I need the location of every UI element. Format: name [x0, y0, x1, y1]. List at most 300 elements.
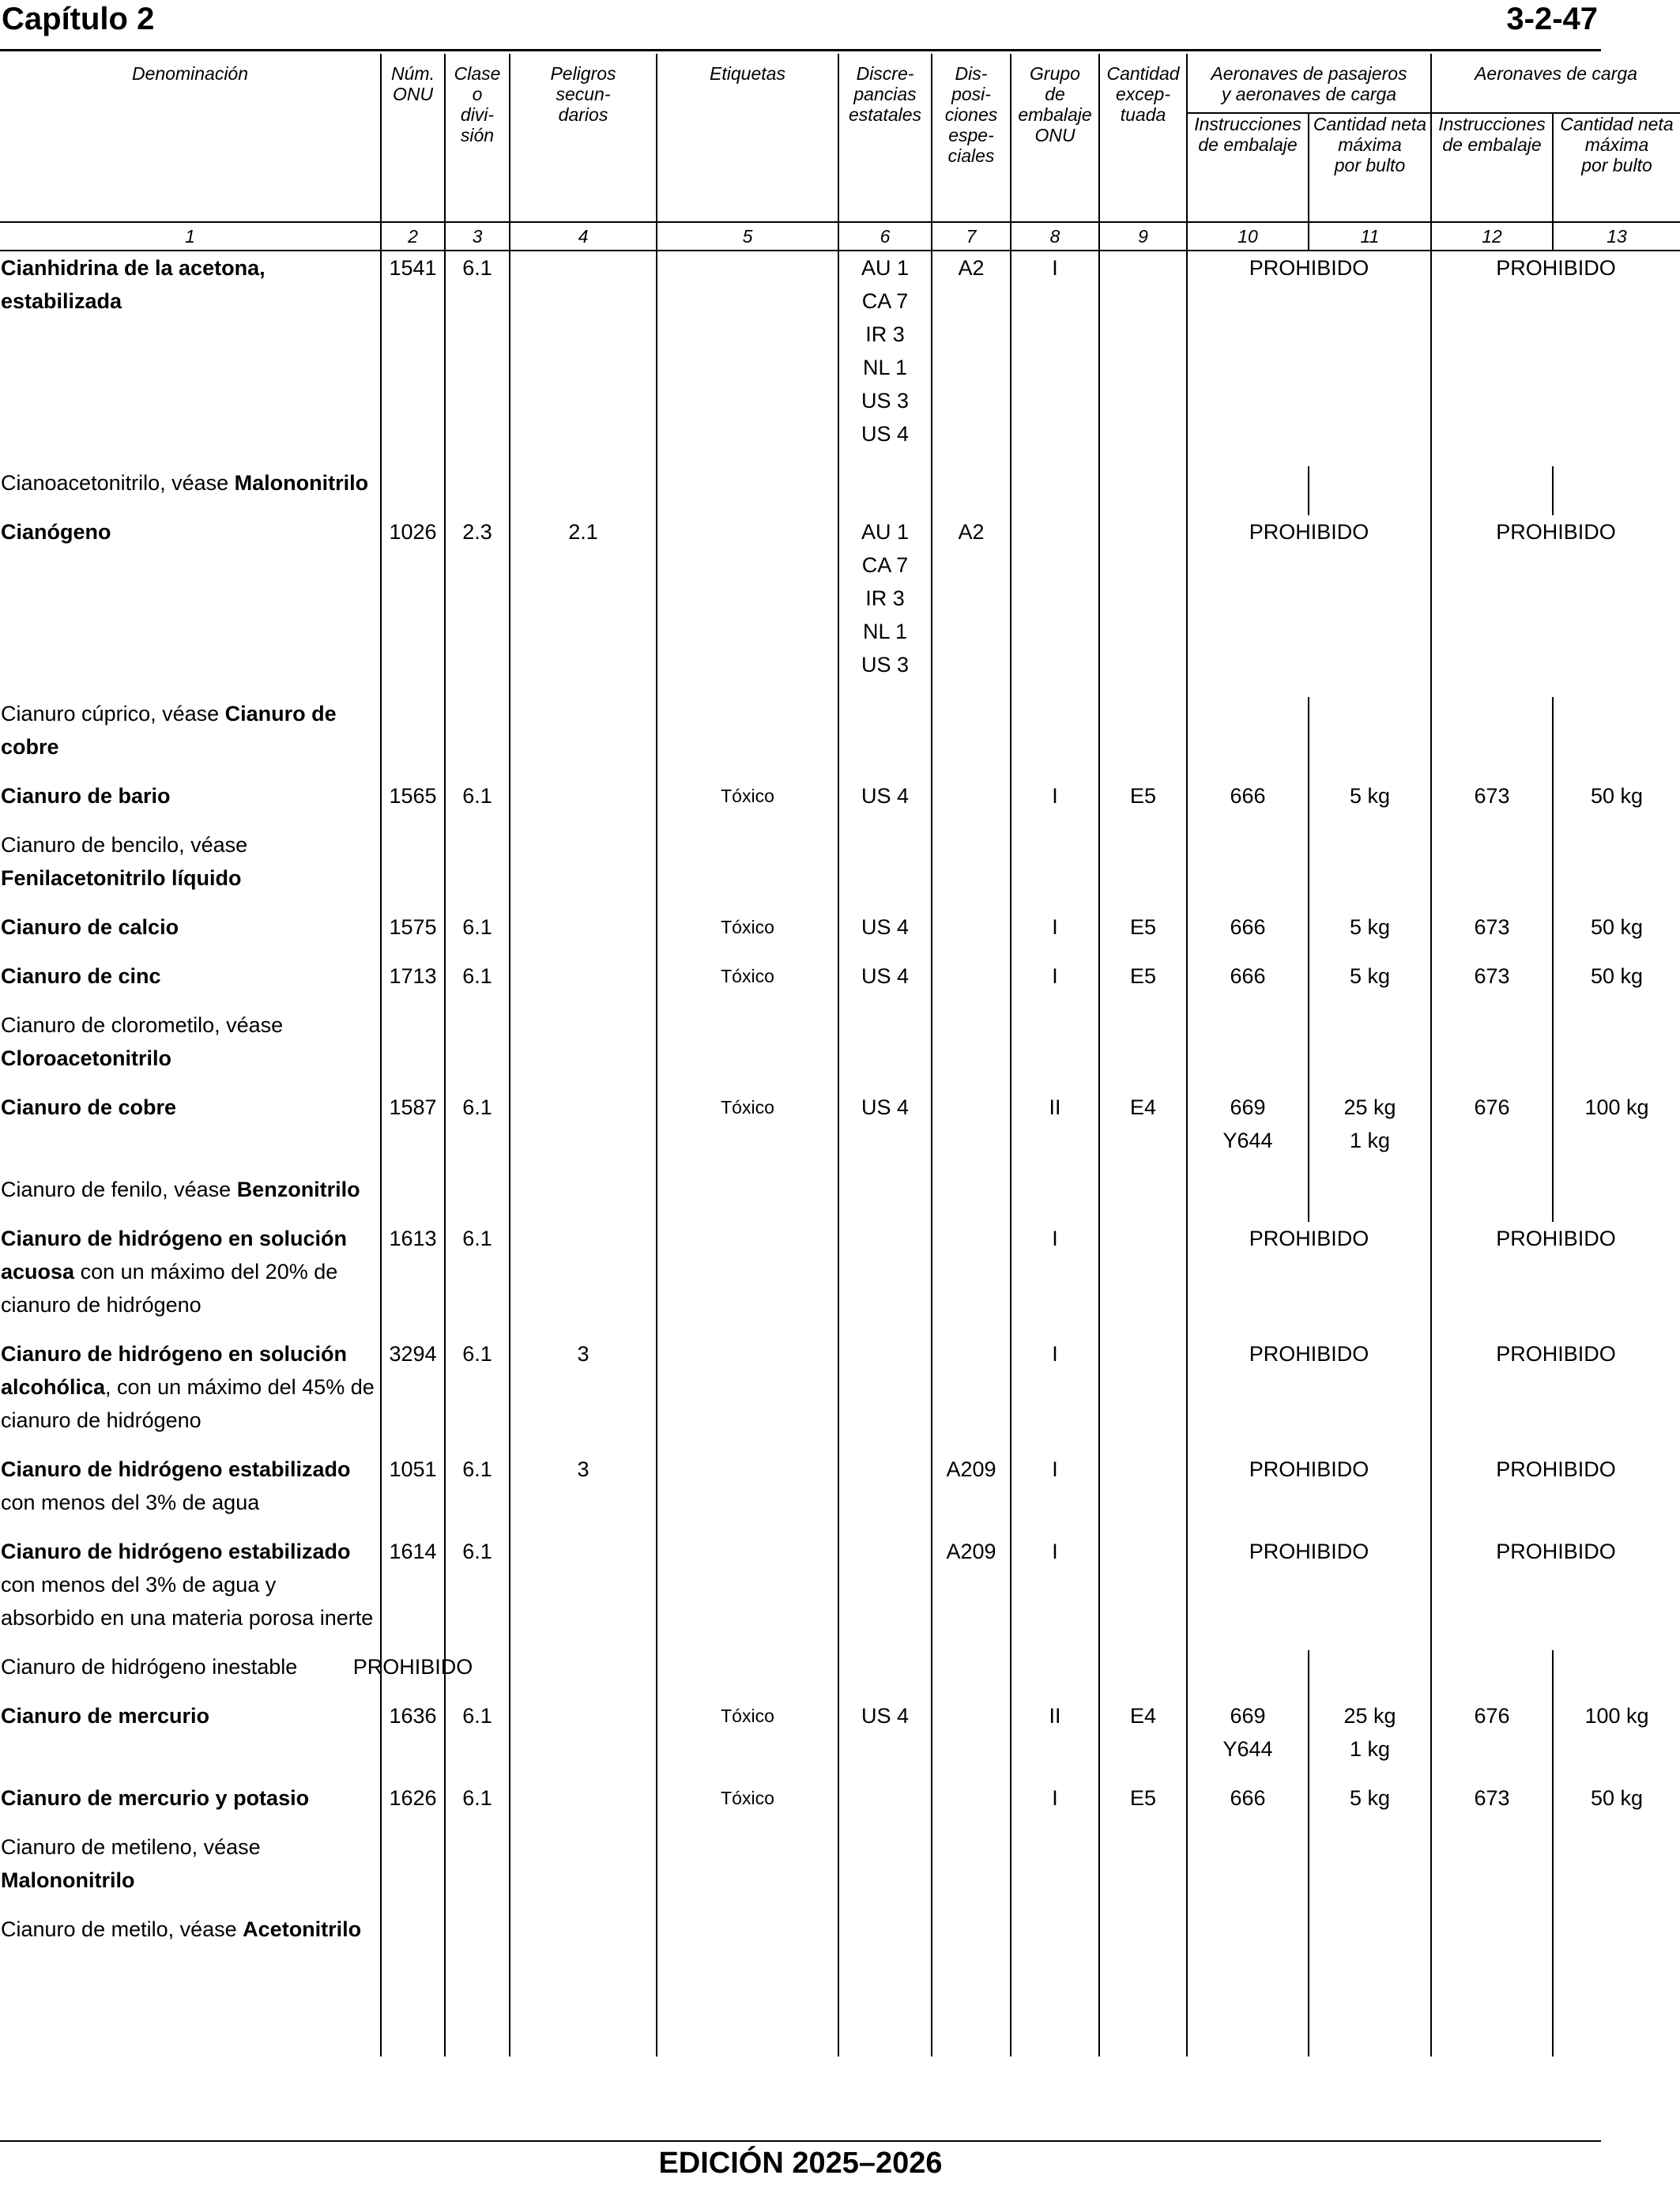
row-denomination	[0, 251, 381, 466]
special-provisions	[932, 1913, 1011, 1962]
pax-status: PROHIBIDO	[1249, 1342, 1369, 1366]
hazard-label	[657, 1453, 838, 1535]
un-number: 1614	[381, 1535, 445, 1650]
hazard-label	[657, 1337, 838, 1453]
un-number	[381, 828, 445, 910]
class-division: 6.1	[445, 1337, 510, 1453]
special-provisions	[932, 1830, 1011, 1913]
cao-status-cell	[1431, 1535, 1680, 1650]
name-bold: Malononitrilo	[234, 471, 369, 495]
pax-packing-instruction: 666	[1187, 959, 1309, 1008]
name-bold: Cianuro de calcio	[1, 915, 179, 939]
table-row	[0, 251, 1680, 466]
cao-packing-instruction	[1431, 1830, 1553, 1913]
pax-packing-instruction	[1187, 1173, 1309, 1222]
row-denomination	[0, 1337, 381, 1453]
class-division: 6.1	[445, 1535, 510, 1650]
packing-group	[1011, 1173, 1099, 1222]
column-number: 2	[381, 222, 445, 251]
row-denomination	[0, 1091, 381, 1173]
subsidiary-hazard: 3	[510, 1453, 657, 1535]
table-row	[0, 1337, 1680, 1453]
col-header-3: Clase o divi- sión	[445, 54, 510, 222]
hazard-label: Tóxico	[657, 1699, 838, 1781]
name-bold: Cianuro de hidrógeno estabilizado	[1, 1540, 351, 1563]
un-number: 1636	[381, 1699, 445, 1781]
name-bold: Cloroacetonitrilo	[1, 1046, 172, 1070]
cao-packing-instruction: 673	[1431, 959, 1553, 1008]
excepted-quantity	[1099, 1535, 1187, 1650]
cao-max-net-quantity: 50 kg	[1553, 1781, 1680, 1830]
col-header-5: Etiquetas	[657, 54, 838, 222]
un-number: 3294	[381, 1337, 445, 1453]
name-text: Cianuro de hidrógeno inestable	[1, 1655, 298, 1679]
subsidiary-hazard	[510, 1913, 657, 1962]
un-number	[381, 1913, 445, 1962]
table-row	[0, 1222, 1680, 1337]
packing-group: II	[1011, 1091, 1099, 1173]
row-status: PROHIBIDO	[352, 1655, 473, 1679]
name-rest: con menos del 3% de agua	[1, 1491, 260, 1514]
un-number: 1051	[381, 1453, 445, 1535]
pax-max-net-quantity: 5 kg	[1309, 959, 1431, 1008]
state-variations: US 4	[838, 1699, 932, 1781]
pax-status: PROHIBIDO	[1249, 256, 1369, 280]
table-row	[0, 1781, 1680, 1830]
name-bold: Benzonitrilo	[236, 1178, 360, 1201]
class-division: 6.1	[445, 1091, 510, 1173]
cao-packing-instruction	[1431, 697, 1553, 779]
cao-status: PROHIBIDO	[1496, 1342, 1616, 1366]
empty-cell	[510, 1962, 657, 2056]
class-division: 6.1	[445, 1453, 510, 1535]
packing-group: I	[1011, 1337, 1099, 1453]
excepted-quantity	[1099, 1173, 1187, 1222]
state-variations: AU 1 CA 7 IR 3 NL 1 US 3	[838, 515, 932, 697]
excepted-quantity: E5	[1099, 1781, 1187, 1830]
subsidiary-hazard	[510, 779, 657, 828]
subsidiary-hazard: 3	[510, 1337, 657, 1453]
cao-status-cell	[1431, 515, 1680, 697]
dangerous-goods-table	[0, 54, 1680, 2056]
row-denomination	[0, 1173, 381, 1222]
excepted-quantity	[1099, 466, 1187, 515]
class-division	[445, 1830, 510, 1913]
state-variations: US 4	[838, 959, 932, 1008]
column-number: 3	[445, 222, 510, 251]
subsidiary-hazard	[510, 910, 657, 959]
col-header-2: Núm. ONU	[381, 54, 445, 222]
row-denomination	[0, 779, 381, 828]
hazard-label	[657, 1830, 838, 1913]
subsidiary-hazard: 2.1	[510, 515, 657, 697]
class-division	[445, 1008, 510, 1091]
pax-max-net-quantity	[1309, 1008, 1431, 1091]
name-rest: con un máximo del 20% de cianuro de hidrógeno	[1, 1260, 338, 1317]
pax-max-net-quantity: 5 kg	[1309, 779, 1431, 828]
name-bold: Cianuro de hidrógeno estabilizado	[1, 1457, 351, 1481]
col-header-1: Denominación	[131, 63, 249, 84]
name-text: Cianuro de bencilo, véase	[1, 833, 248, 857]
row-denomination	[0, 1650, 381, 1699]
excepted-quantity: E5	[1099, 779, 1187, 828]
state-variations	[838, 1830, 932, 1913]
empty-cell	[932, 1650, 1011, 1699]
state-variations	[838, 1173, 932, 1222]
row-status-cell	[352, 1650, 473, 1699]
col-header-6: Discre- pancias estatales	[838, 54, 932, 222]
special-provisions: A2	[932, 251, 1011, 466]
pax-status: PROHIBIDO	[1249, 520, 1369, 544]
un-number: 1575	[381, 910, 445, 959]
class-division: 2.3	[445, 515, 510, 697]
subsidiary-hazard	[510, 1091, 657, 1173]
hazard-label	[657, 1913, 838, 1962]
pax-max-net-quantity: 25 kg 1 kg	[1309, 1699, 1431, 1781]
class-division	[445, 466, 510, 515]
row-denomination	[0, 828, 381, 910]
subsidiary-hazard	[510, 1830, 657, 1913]
un-number	[381, 1173, 445, 1222]
name-bold: Cianuro de bario	[1, 784, 171, 808]
filler-row	[0, 1962, 1680, 2056]
empty-cell	[657, 1650, 838, 1699]
name-rest: , con un máximo del 45% de cianuro de hidrógeno	[1, 1375, 375, 1432]
class-division: 6.1	[445, 1222, 510, 1337]
column-number: 8	[1011, 222, 1099, 251]
class-division	[445, 1913, 510, 1962]
excepted-quantity	[1099, 697, 1187, 779]
pax-status-cell	[1187, 251, 1431, 466]
state-variations: US 4	[838, 1091, 932, 1173]
bottom-rule	[0, 2140, 1601, 2142]
excepted-quantity	[1099, 515, 1187, 697]
special-provisions	[932, 1008, 1011, 1091]
name-text: Cianoacetonitrilo, véase	[1, 471, 235, 495]
name-rest: con menos del 3% de agua y absorbido en una materia porosa inerte	[1, 1573, 374, 1630]
class-division: 6.1	[445, 1699, 510, 1781]
cao-packing-instruction	[1431, 828, 1553, 910]
row-denomination	[0, 1453, 381, 1535]
state-variations	[838, 1781, 932, 1830]
state-variations	[838, 1913, 932, 1962]
row-denomination	[0, 697, 381, 779]
empty-cell	[1099, 1962, 1187, 2056]
pax-status-cell	[1187, 1453, 1431, 1535]
cao-max-net-quantity	[1553, 1913, 1680, 1962]
empty-cell	[1187, 1650, 1309, 1699]
column-number: 11	[1309, 222, 1431, 251]
packing-group: I	[1011, 1535, 1099, 1650]
class-division	[445, 697, 510, 779]
row-denomination	[0, 959, 381, 1008]
column-number: 4	[510, 222, 657, 251]
state-variations	[838, 697, 932, 779]
pax-max-net-quantity: 5 kg	[1309, 1781, 1431, 1830]
row-denomination	[0, 1535, 381, 1650]
class-division	[445, 828, 510, 910]
cao-status-cell	[1431, 1222, 1680, 1337]
cao-packing-instruction: 673	[1431, 1781, 1553, 1830]
cao-max-net-quantity: 100 kg	[1553, 1091, 1680, 1173]
column-number: 12	[1431, 222, 1553, 251]
row-denomination	[0, 1781, 381, 1830]
special-provisions: A209	[932, 1453, 1011, 1535]
pax-packing-instruction	[1187, 466, 1309, 515]
column-number: 10	[1187, 222, 1309, 251]
excepted-quantity	[1099, 1337, 1187, 1453]
pax-max-net-quantity	[1309, 828, 1431, 910]
hazard-label	[657, 1173, 838, 1222]
table-row	[0, 515, 1680, 697]
pax-max-net-quantity: 5 kg	[1309, 910, 1431, 959]
empty-cell	[381, 1962, 445, 2056]
subsidiary-hazard	[510, 1008, 657, 1091]
cao-max-net-quantity	[1553, 466, 1680, 515]
special-provisions	[932, 959, 1011, 1008]
cao-max-net-quantity: 50 kg	[1553, 910, 1680, 959]
hazard-label: Tóxico	[657, 1091, 838, 1173]
empty-cell	[1011, 1650, 1099, 1699]
name-bold: Cianuro de mercurio y potasio	[1, 1786, 310, 1810]
row-denomination	[0, 1699, 381, 1781]
state-variations	[838, 466, 932, 515]
table-row	[0, 1091, 1680, 1173]
un-number: 1626	[381, 1781, 445, 1830]
subsidiary-hazard	[510, 1222, 657, 1337]
packing-group	[1011, 1913, 1099, 1962]
name-bold: Cianuro de cobre	[1, 702, 337, 759]
special-provisions	[932, 828, 1011, 910]
name-text: Cianuro de metilo, véase	[1, 1917, 243, 1941]
pax-status: PROHIBIDO	[1249, 1540, 1369, 1563]
packing-group	[1011, 1008, 1099, 1091]
class-division	[445, 1173, 510, 1222]
packing-group	[1011, 1830, 1099, 1913]
packing-group	[1011, 466, 1099, 515]
cao-max-net-quantity	[1553, 1173, 1680, 1222]
cao-packing-instruction	[1431, 1913, 1553, 1962]
name-text: Cianuro cúprico, véase	[1, 702, 225, 726]
pax-status-cell	[1187, 1222, 1431, 1337]
empty-cell	[510, 1650, 657, 1699]
cao-status-cell	[1431, 1453, 1680, 1535]
table-row	[0, 466, 1680, 515]
un-number: 1587	[381, 1091, 445, 1173]
state-variations	[838, 1535, 932, 1650]
state-variations	[838, 1337, 932, 1453]
cao-packing-instruction: 673	[1431, 910, 1553, 959]
hazard-label: Tóxico	[657, 910, 838, 959]
cao-packing-instruction: 673	[1431, 779, 1553, 828]
special-provisions	[932, 466, 1011, 515]
name-bold: Cianuro de mercurio	[1, 1704, 210, 1728]
special-provisions	[932, 1337, 1011, 1453]
name-bold: Fenilacetonitrilo líquido	[1, 866, 242, 890]
empty-cell	[445, 1962, 510, 2056]
cao-status: PROHIBIDO	[1496, 1227, 1616, 1250]
table-body	[0, 251, 1680, 2056]
column-number: 9	[1099, 222, 1187, 251]
empty-cell	[1553, 1962, 1680, 2056]
special-provisions	[932, 910, 1011, 959]
excepted-quantity: E4	[1099, 1699, 1187, 1781]
hazard-label: Tóxico	[657, 1781, 838, 1830]
cao-packing-instruction	[1431, 1173, 1553, 1222]
special-provisions: A209	[932, 1535, 1011, 1650]
name-bold: Cianuro de hidrógeno en solución acuosa	[1, 1227, 348, 1284]
cao-packing-instruction: 676	[1431, 1699, 1553, 1781]
state-variations	[838, 1222, 932, 1337]
name-bold: Cianuro de cobre	[1, 1095, 177, 1119]
excepted-quantity	[1099, 1453, 1187, 1535]
column-number: 6	[838, 222, 932, 251]
table-row	[0, 910, 1680, 959]
excepted-quantity	[1099, 1830, 1187, 1913]
subsidiary-hazard	[510, 1535, 657, 1650]
hazard-label	[657, 251, 838, 466]
table-row	[0, 828, 1680, 910]
subsidiary-hazard	[510, 697, 657, 779]
pax-packing-instruction: 669 Y644	[1187, 1091, 1309, 1173]
table-row	[0, 1913, 1680, 1962]
cao-max-net-quantity: 100 kg	[1553, 1699, 1680, 1781]
name-text: Cianuro de clorometilo, véase	[1, 1013, 284, 1037]
empty-cell	[1431, 1962, 1553, 2056]
class-division: 6.1	[445, 779, 510, 828]
packing-group: I	[1011, 779, 1099, 828]
hazard-label	[657, 1222, 838, 1337]
pax-packing-instruction	[1187, 828, 1309, 910]
empty-cell	[1431, 1650, 1553, 1699]
pax-max-net-quantity: 25 kg 1 kg	[1309, 1091, 1431, 1173]
row-denomination	[0, 910, 381, 959]
cao-packing-instruction	[1431, 466, 1553, 515]
packing-group	[1011, 515, 1099, 697]
special-provisions	[932, 1699, 1011, 1781]
name-text: Cianuro de metileno, véase	[1, 1835, 261, 1859]
packing-group: I	[1011, 1781, 1099, 1830]
column-number: 7	[932, 222, 1011, 251]
class-division: 6.1	[445, 1781, 510, 1830]
column-number: 5	[657, 222, 838, 251]
page-number: 3-2-47	[1506, 2, 1598, 36]
state-variations	[838, 1453, 932, 1535]
state-variations: US 4	[838, 779, 932, 828]
chapter-title: Capítulo 2	[2, 2, 155, 36]
table-row	[0, 959, 1680, 1008]
pax-status-cell	[1187, 1535, 1431, 1650]
un-number	[381, 466, 445, 515]
col-header-12: Instrucciones de embalaje	[1431, 113, 1553, 222]
pax-status-cell	[1187, 515, 1431, 697]
cao-packing-instruction	[1431, 1008, 1553, 1091]
name-text: Cianuro de fenilo, véase	[1, 1178, 237, 1201]
excepted-quantity	[1099, 1008, 1187, 1091]
table-row	[0, 1453, 1680, 1535]
packing-group	[1011, 828, 1099, 910]
name-bold: Cianuro de cinc	[1, 964, 161, 988]
empty-cell	[0, 1962, 381, 2056]
name-bold: Cianhidrina de la acetona, estabilizada	[1, 256, 266, 313]
table-row	[0, 1173, 1680, 1222]
un-number	[381, 1830, 445, 1913]
packing-group: I	[1011, 251, 1099, 466]
cao-max-net-quantity	[1553, 828, 1680, 910]
packing-group	[1011, 697, 1099, 779]
cao-status: PROHIBIDO	[1496, 256, 1616, 280]
pax-max-net-quantity	[1309, 1173, 1431, 1222]
row-denomination	[0, 1913, 381, 1962]
excepted-quantity: E5	[1099, 959, 1187, 1008]
pax-status-cell	[1187, 1337, 1431, 1453]
excepted-quantity: E4	[1099, 1091, 1187, 1173]
column-number-row	[0, 222, 1680, 251]
subsidiary-hazard	[510, 251, 657, 466]
pax-packing-instruction	[1187, 1913, 1309, 1962]
empty-cell	[932, 1962, 1011, 2056]
cao-status-cell	[1431, 1337, 1680, 1453]
pax-packing-instruction: 666	[1187, 910, 1309, 959]
excepted-quantity	[1099, 1222, 1187, 1337]
col-header-7: Dis- posi- ciones espe- ciales	[932, 54, 1011, 222]
pax-packing-instruction: 666	[1187, 779, 1309, 828]
un-number: 1026	[381, 515, 445, 697]
table-row	[0, 1830, 1680, 1913]
col-header-9: Cantidad excep- tuada	[1099, 54, 1187, 222]
pax-packing-instruction: 669 Y644	[1187, 1699, 1309, 1781]
group-header-passenger: Aeronaves de pasajeros y aeronaves de carga	[1187, 54, 1431, 113]
state-variations	[838, 1008, 932, 1091]
hazard-label	[657, 828, 838, 910]
table-row	[0, 1008, 1680, 1091]
empty-cell	[838, 1962, 932, 2056]
top-rule	[0, 49, 1601, 51]
special-provisions: A2	[932, 515, 1011, 697]
row-denomination	[0, 515, 381, 697]
name-bold: Cianógeno	[1, 520, 111, 544]
empty-cell	[657, 1962, 838, 2056]
cao-max-net-quantity	[1553, 1830, 1680, 1913]
un-number: 1713	[381, 959, 445, 1008]
cao-max-net-quantity	[1553, 697, 1680, 779]
packing-group: I	[1011, 959, 1099, 1008]
pax-packing-instruction: 666	[1187, 1781, 1309, 1830]
special-provisions	[932, 697, 1011, 779]
cao-status: PROHIBIDO	[1496, 1540, 1616, 1563]
group-header-cargo: Aeronaves de carga	[1431, 54, 1680, 113]
empty-cell	[1309, 1650, 1431, 1699]
packing-group: I	[1011, 1222, 1099, 1337]
state-variations: US 4	[838, 910, 932, 959]
hazard-label	[657, 515, 838, 697]
cao-status-cell	[1431, 251, 1680, 466]
class-division: 6.1	[445, 959, 510, 1008]
pax-max-net-quantity	[1309, 1913, 1431, 1962]
col-header-13: Cantidad neta máxima por bulto	[1553, 113, 1680, 222]
table-row	[0, 1535, 1680, 1650]
special-provisions	[932, 1173, 1011, 1222]
pax-status: PROHIBIDO	[1249, 1457, 1369, 1481]
column-number: 1	[0, 222, 381, 251]
packing-group: I	[1011, 910, 1099, 959]
subsidiary-hazard	[510, 1781, 657, 1830]
cao-max-net-quantity	[1553, 1008, 1680, 1091]
column-number: 13	[1553, 222, 1680, 251]
subsidiary-hazard	[510, 1173, 657, 1222]
table-row	[0, 697, 1680, 779]
special-provisions	[932, 779, 1011, 828]
